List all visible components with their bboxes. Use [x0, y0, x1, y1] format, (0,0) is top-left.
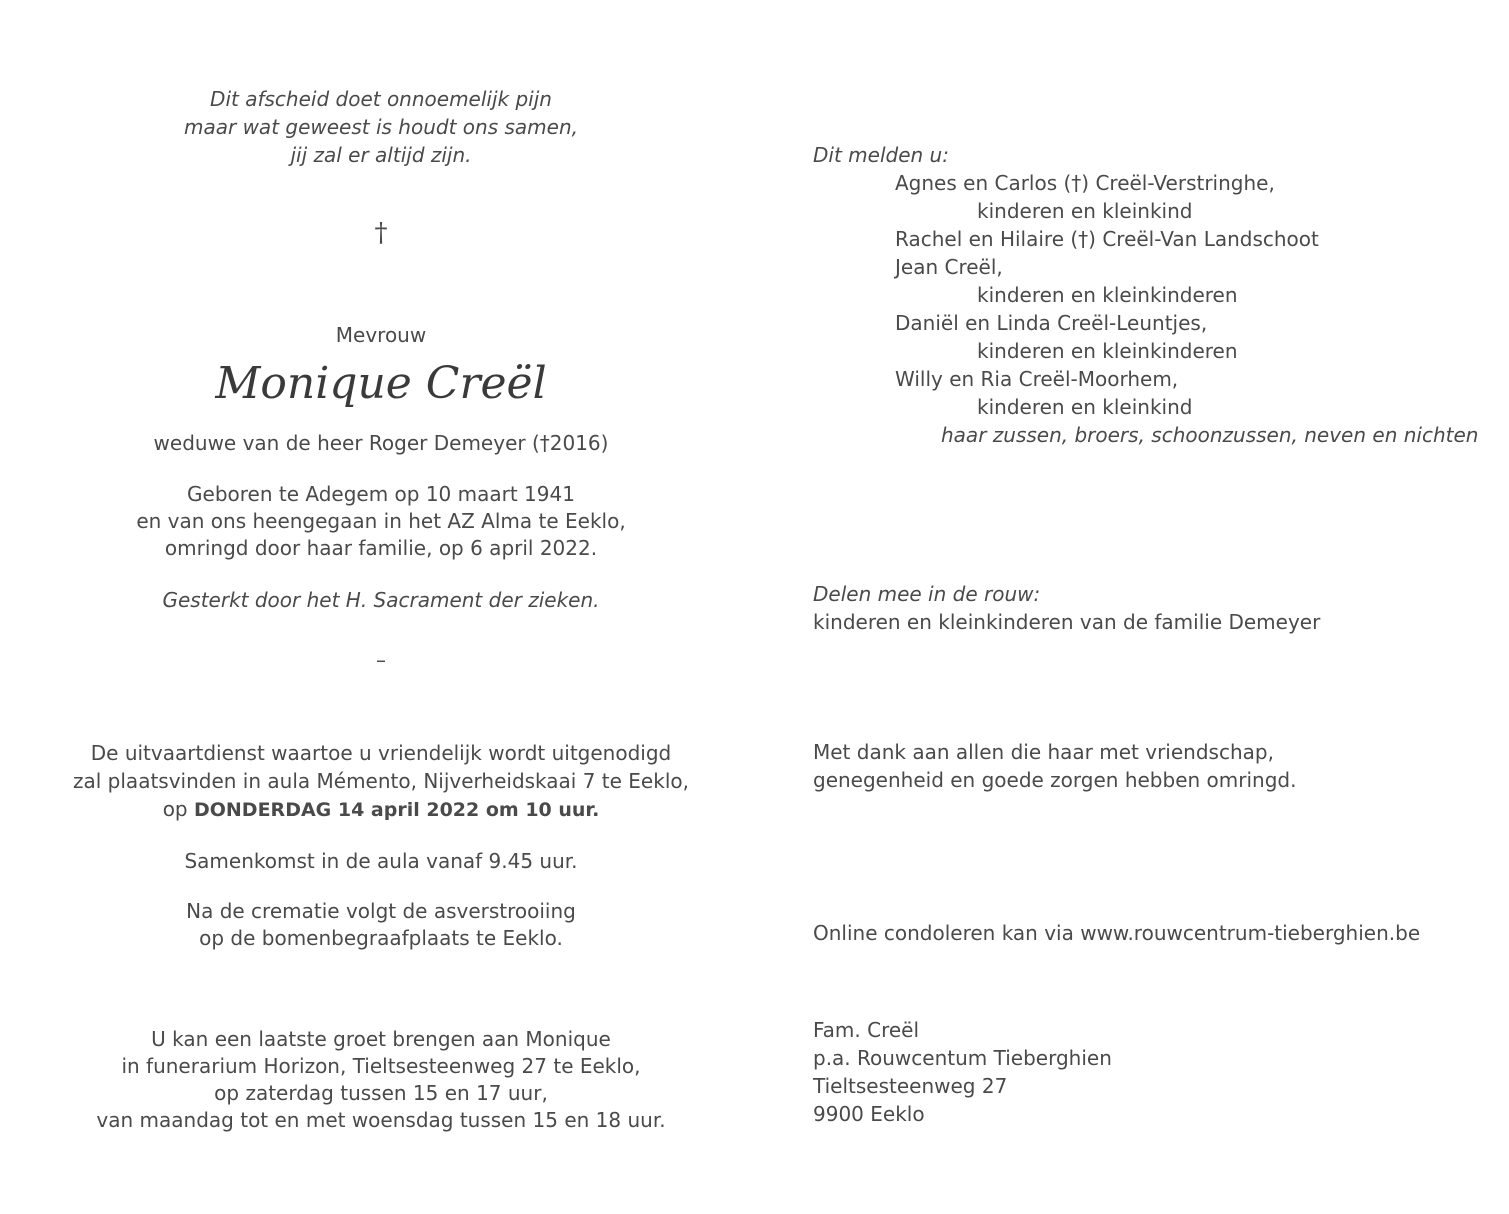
- address-line-2: p.a. Rouwcentum Tieberghien: [813, 1046, 1112, 1070]
- sacrament-text: Gesterkt door het H. Sacrament der zieken.: [162, 588, 600, 612]
- announcers-closing: haar zussen, broers, schoonzussen, neven en nichten: [941, 423, 1479, 447]
- visit-line-4: van maandag tot en met woensdag tussen 15 en 18 uur.: [96, 1108, 666, 1132]
- announcer-line-6: Daniël en Linda Creël-Leuntjes,: [895, 311, 1208, 335]
- separator: [0, 646, 762, 674]
- cross-icon: †: [374, 218, 388, 248]
- address-line-3: Tieltsesteenweg 27: [813, 1074, 1008, 1098]
- cremation: [0, 898, 762, 952]
- mourning-heading: Delen mee in de rouw:: [813, 582, 1041, 606]
- visit-line-3: op zaterdag tussen 15 en 17 uur,: [214, 1081, 548, 1105]
- announcer-line-5: kinderen en kleinkinderen: [977, 283, 1238, 307]
- thanks-line-1: Met dank aan allen die haar met vriendschap,: [813, 740, 1274, 764]
- online-condolences-text[interactable]: Online condoleren kan via www.rouwcentrum-tieberghien.be: [813, 921, 1421, 945]
- service-line-3: [0, 795, 762, 824]
- title-prefix: [0, 321, 762, 349]
- poem-line-2: maar wat geweest is houdt ons samen,: [184, 115, 578, 139]
- announcer-line-3: Rachel en Hilaire (†) Creël-Van Landschoot: [895, 227, 1319, 251]
- announcers: [813, 141, 1493, 449]
- deceased-name-text: Monique Creël: [215, 358, 547, 409]
- online-condolences: [813, 919, 1493, 947]
- separator-dash: –: [376, 648, 386, 672]
- announcers-heading: Dit melden u:: [813, 143, 949, 167]
- announcer-line-1: Agnes en Carlos (†) Creël-Verstringhe,: [895, 171, 1275, 195]
- birth-death: [0, 481, 762, 562]
- thanks: [813, 738, 1493, 794]
- cross-symbol: [0, 218, 762, 248]
- gathering: [0, 847, 762, 875]
- contact-address: [813, 1016, 1493, 1128]
- announcer-line-4: Jean Creël,: [895, 255, 1003, 279]
- visit-line-2: in funerarium Horizon, Tieltsesteenweg 27 te Eeklo,: [121, 1054, 641, 1078]
- mourning-text: kinderen en kleinkinderen van de familie Demeyer: [813, 610, 1321, 634]
- cremation-line-1: Na de crematie volgt de asverstrooiing: [186, 899, 576, 923]
- title-prefix-text: Mevrouw: [335, 323, 427, 347]
- announcer-line-2: kinderen en kleinkind: [977, 199, 1193, 223]
- birth-death-line-2: en van ons heengegaan in het AZ Alma te Eeklo,: [136, 509, 626, 533]
- cremation-line-2: op de bomenbegraafplaats te Eeklo.: [199, 926, 563, 950]
- gathering-text: Samenkomst in de aula vanaf 9.45 uur.: [184, 849, 578, 873]
- mourning: [813, 580, 1493, 636]
- poem: [0, 85, 762, 169]
- poem-line-3: jij zal er altijd zijn.: [290, 143, 472, 167]
- announcer-line-9: kinderen en kleinkind: [977, 395, 1193, 419]
- service-date: DONDERDAG 14 april 2022 om 10 uur.: [193, 799, 600, 821]
- visit-info: [0, 1026, 762, 1134]
- deceased-name: [0, 358, 762, 410]
- sacrament: [0, 586, 762, 614]
- address-line-1: Fam. Creël: [813, 1018, 920, 1042]
- widow-line: [0, 429, 762, 457]
- birth-death-line-1: Geboren te Adegem op 10 maart 1941: [187, 482, 575, 506]
- birth-death-line-3: omringd door haar familie, op 6 april 2022.: [164, 536, 598, 560]
- visit-line-1: U kan een laatste groet brengen aan Monique: [151, 1027, 611, 1051]
- announcer-line-7: kinderen en kleinkinderen: [977, 339, 1238, 363]
- service-line-1: De uitvaartdienst waartoe u vriendelijk wordt uitgenodigd: [90, 741, 672, 765]
- service-line-2: zal plaatsvinden in aula Mémento, Nijverheidskaai 7 te Eeklo,: [73, 769, 689, 793]
- service-info: [0, 739, 762, 824]
- address-line-4: 9900 Eeklo: [813, 1102, 925, 1126]
- thanks-line-2: genegenheid en goede zorgen hebben omringd.: [813, 768, 1297, 792]
- widow-line-text: weduwe van de heer Roger Demeyer (†2016): [153, 431, 609, 455]
- poem-line-1: Dit afscheid doet onnoemelijk pijn: [210, 87, 552, 111]
- service-line-3-prefix: op: [162, 797, 188, 821]
- announcer-line-8: Willy en Ria Creël-Moorhem,: [895, 367, 1179, 391]
